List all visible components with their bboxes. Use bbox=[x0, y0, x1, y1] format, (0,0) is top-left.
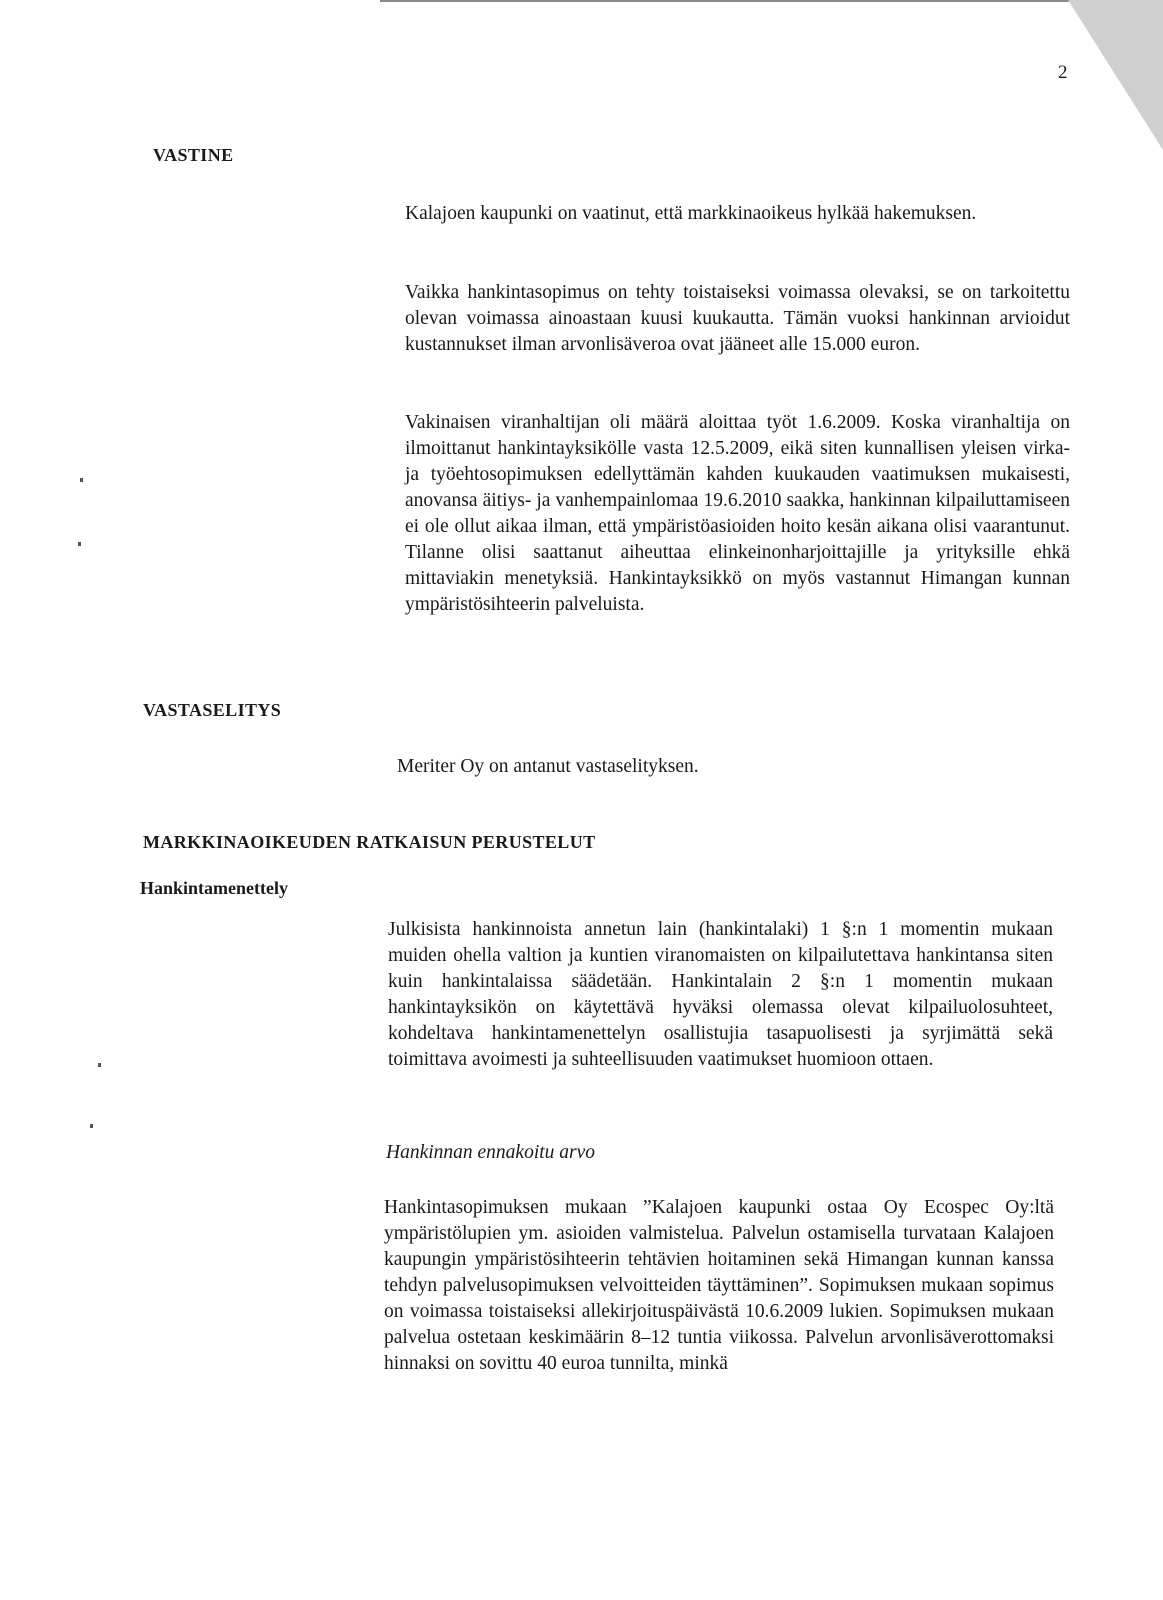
paragraph-vastaselitys-1: Meriter Oy on antanut vastaselityksen. bbox=[397, 756, 699, 777]
subheading-hankintamenettely: Hankintamenettely bbox=[140, 878, 288, 898]
heading-vastaselitys: VASTASELITYS bbox=[143, 700, 282, 720]
paragraph-perustelut-1: Julkisista hankinnoista annetun lain (hankintalaki) 1 §:n 1 momentin mukaan muiden ohella valtion ja kuntien viranomaisten on kilpailutettava hankintansa siten kuin hankintalaissa säädetään. Hankintalain 2 §:n 1 momentin mukaan hankintayksikön on käytettävä hyväksi olemassa olevat kilpailuolosuhteet, kohdeltava hankintamenettelyn osallistujia tasapuolisesti ja syrjimättä sekä toimittava avoimesti ja suhteellisuuden vaatimukset huomioon ottaen. bbox=[388, 919, 1053, 1070]
paragraph-vastine-1: Kalajoen kaupunki on vaatinut, että markkinaoikeus hylkää hakemuksen. bbox=[405, 203, 977, 224]
scan-speck bbox=[80, 478, 83, 482]
scan-speck bbox=[98, 1063, 101, 1067]
heading-vastine: VASTINE bbox=[153, 145, 234, 165]
paragraph-vastine-3: Vakinaisen viranhaltijan oli määrä aloittaa työt 1.6.2009. Koska viranhaltija on ilmoittanut hankintayksikölle vasta 12.5.2009, eikä siten kunnallisen yleisen virka- ja työehtosopimuksen edellyttämän kahden kuukauden vaatimuksen mukaisesti, anovansa äitiys- ja vanhempainlomaa 19.6.2010 saakka, hankinnan kilpailuttamiseen ei ole ollut aikaa ilman, että ympäristöasioiden hoito kesän aikana olisi vaarantunut. Tilanne olisi saattanut aiheuttaa elinkeinonharjoittajille ja yrityksille ehkä mittaviakin menetyksiä. Hankintayksikkö on myös vastannut Himangan kunnan ympäristösihteerin palveluista. bbox=[405, 412, 1070, 615]
folded-corner-shadow bbox=[1068, 0, 1163, 150]
scan-speck bbox=[78, 542, 81, 546]
scan-edge-line bbox=[380, 0, 1080, 2]
heading-perustelut: MARKKINAOIKEUDEN RATKAISUN PERUSTELUT bbox=[143, 832, 596, 852]
page-number: 2 bbox=[1058, 62, 1068, 83]
italic-heading-ennakoitu-arvo: Hankinnan ennakoitu arvo bbox=[386, 1142, 596, 1163]
scan-speck bbox=[90, 1124, 93, 1128]
paragraph-vastine-2: Vaikka hankintasopimus on tehty toistaiseksi voimassa olevaksi, se on tarkoitettu olevan voimassa ainoastaan kuusi kuukautta. Tämän vuoksi hankinnan arvioidut kustannukset ilman arvonlisäveroa ovat jääneet alle 15.000 euron. bbox=[405, 282, 1070, 355]
paragraph-perustelut-2: Hankintasopimuksen mukaan ”Kalajoen kaupunki ostaa Oy Ecospec Oy:ltä ympäristölupien ym. asioiden valmistelua. Palvelun ostamisella turvataan Kalajoen kaupungin ympäristösihteerin tehtävien hoitaminen sekä Himangan kunnan kanssa tehdyn palvelusopimuksen velvoitteiden täyttäminen”. Sopimuksen mukaan sopimus on voimassa toistaiseksi allekirjoituspäivästä 10.6.2009 lukien. Sopimuksen mukaan palvelua ostetaan keskimäärin 8–12 tuntia viikossa. Palvelun arvonlisäverottomaksi hinnaksi on sovittu 40 euroa tunnilta, minkä bbox=[384, 1197, 1054, 1374]
